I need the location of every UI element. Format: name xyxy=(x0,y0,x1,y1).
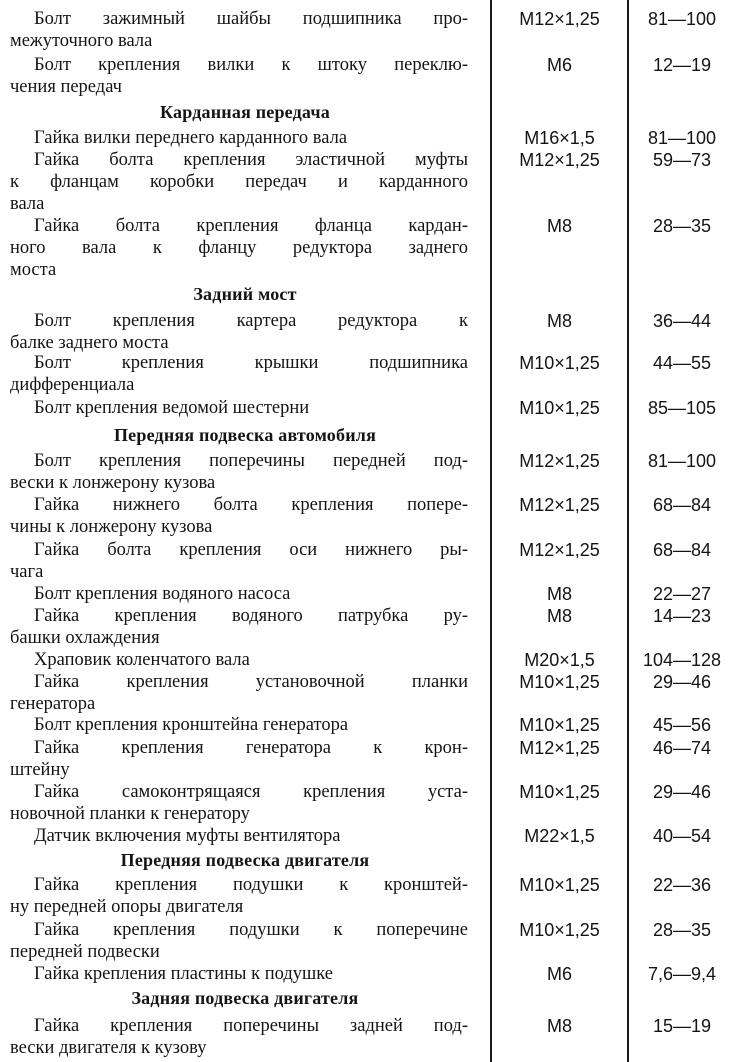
torque-range: 15—19 xyxy=(652,1016,712,1036)
fastener-name-line: Гайка болта крепления фланца кардан- xyxy=(34,216,468,236)
thread-size: M10×1,25 xyxy=(519,672,600,692)
thread-size: M6 xyxy=(546,55,572,75)
fastener-name-line: Гайка нижнего болта крепления попере- xyxy=(34,495,468,515)
torque-range: 81—100 xyxy=(647,9,717,29)
fastener-name xyxy=(10,352,468,396)
thread-size: M12×1,25 xyxy=(519,495,600,515)
fastener-name-line: чага xyxy=(10,562,44,582)
thread-size: M8 xyxy=(546,606,572,626)
fastener-name-line: межуточного вала xyxy=(10,31,153,51)
fastener-name-line: вески двигателя к кузову xyxy=(10,1038,207,1058)
fastener-name-line: моста xyxy=(10,260,57,280)
torque-range: 81—100 xyxy=(647,128,717,148)
section-heading: Передняя подвеска двигателя xyxy=(120,850,370,870)
fastener-name xyxy=(10,494,468,538)
section-heading: Передняя подвеска автомобиля xyxy=(113,425,377,445)
section-heading: Карданная передача xyxy=(160,102,330,122)
section-heading: Задняя подвеска двигателя xyxy=(131,988,359,1008)
fastener-name-line: Болт крепления вилки к штоку переклю- xyxy=(34,55,468,75)
fastener-name-line: Гайка крепления установочной планки xyxy=(34,672,468,692)
fastener-name xyxy=(10,714,468,736)
fastener-name-line: Болт крепления поперечины передней под- xyxy=(34,451,468,471)
thread-size: M8 xyxy=(546,311,572,331)
fastener-name xyxy=(10,215,468,281)
fastener-name xyxy=(10,671,468,715)
fastener-name-line: Гайка болта крепления эластичной муфты xyxy=(34,150,468,170)
fastener-name-line: Гайка вилки переднего карданного вала xyxy=(34,128,348,148)
torque-range: 45—56 xyxy=(652,715,712,735)
fastener-name xyxy=(10,583,468,605)
torque-range: 104—128 xyxy=(642,650,722,670)
fastener-name-line: Гайка крепления водяного патрубка ру- xyxy=(34,606,468,626)
torque-range: 29—46 xyxy=(652,782,712,802)
fastener-name xyxy=(10,781,468,825)
fastener-name-line: Гайка крепления подушки к поперечине xyxy=(34,920,468,940)
fastener-name-line: передней подвески xyxy=(10,942,160,962)
fastener-name xyxy=(10,649,468,671)
fastener-name xyxy=(10,825,468,847)
thread-size: M6 xyxy=(546,964,572,984)
fastener-name-line: к фланцам коробки передач и карданного xyxy=(10,172,468,192)
fastener-name-line: Гайка крепления пластины к подушке xyxy=(34,964,333,984)
fastener-name xyxy=(10,539,468,583)
torque-range: 28—35 xyxy=(652,216,712,236)
section-heading: Задний мост xyxy=(193,284,297,304)
fastener-name-line: Болт крепления водяного насоса xyxy=(34,584,291,604)
thread-size: M12×1,25 xyxy=(519,150,600,170)
thread-size: M8 xyxy=(546,584,572,604)
fastener-name-line: ного вала к фланцу редуктора заднего xyxy=(10,238,468,258)
fastener-name-line: вала xyxy=(10,194,45,214)
fastener-name-line: Болт крепления картера редуктора к xyxy=(34,311,468,331)
fastener-name xyxy=(10,919,468,963)
thread-size: M8 xyxy=(546,216,572,236)
torque-range: 29—46 xyxy=(652,672,712,692)
fastener-name-line: Болт зажимный шайбы подшипника про- xyxy=(34,9,468,29)
thread-size: M12×1,25 xyxy=(519,738,600,758)
torque-range: 28—35 xyxy=(652,920,712,940)
torque-range: 22—27 xyxy=(652,584,712,604)
fastener-name-line: ну передней опоры двигателя xyxy=(10,897,244,917)
fastener-name xyxy=(10,963,468,985)
thread-size: M12×1,25 xyxy=(519,540,600,560)
torque-range: 12—19 xyxy=(652,55,712,75)
thread-size: M16×1,5 xyxy=(524,128,595,148)
torque-range: 68—84 xyxy=(652,540,712,560)
fastener-name xyxy=(10,1015,468,1059)
fastener-name-line: Гайка крепления генератора к крон- xyxy=(34,738,468,758)
fastener-name-line: Гайка крепления поперечины задней под- xyxy=(34,1016,468,1036)
torque-range: 7,6—9,4 xyxy=(647,964,717,984)
fastener-name-line: башки охлаждения xyxy=(10,628,160,648)
torque-range: 68—84 xyxy=(652,495,712,515)
fastener-name xyxy=(10,8,468,52)
fastener-name xyxy=(10,874,468,918)
fastener-name xyxy=(10,310,468,354)
thread-size: M10×1,25 xyxy=(519,353,600,373)
fastener-name-line: дифференциала xyxy=(10,375,135,395)
torque-range: 44—55 xyxy=(652,353,712,373)
fastener-name xyxy=(10,450,468,494)
thread-size: M10×1,25 xyxy=(519,782,600,802)
fastener-name-line: Гайка болта крепления оси нижнего ры- xyxy=(34,540,468,560)
fastener-name-line: штейну xyxy=(10,760,70,780)
fastener-name xyxy=(10,605,468,649)
fastener-name xyxy=(10,737,468,781)
thread-size: M22×1,5 xyxy=(524,826,595,846)
torque-range: 36—44 xyxy=(652,311,712,331)
thread-size: M10×1,25 xyxy=(519,920,600,940)
fastener-name xyxy=(10,54,468,98)
fastener-name-line: балке заднего моста xyxy=(10,333,169,353)
fastener-name-line: Болт крепления ведомой шестерни xyxy=(34,398,310,418)
fastener-name-line: новочной планки к генератору xyxy=(10,804,250,824)
torque-range: 14—23 xyxy=(652,606,712,626)
fastener-name xyxy=(10,149,468,215)
fastener-name-line: генератора xyxy=(10,694,96,714)
fastener-name xyxy=(10,397,468,419)
torque-range: 40—54 xyxy=(652,826,712,846)
thread-size: M20×1,5 xyxy=(524,650,595,670)
torque-range: 22—36 xyxy=(652,875,712,895)
torque-range: 85—105 xyxy=(647,398,717,418)
thread-size: M8 xyxy=(546,1016,572,1036)
thread-size: M10×1,25 xyxy=(519,398,600,418)
fastener-name xyxy=(10,127,468,149)
fastener-name-line: вески к лонжерону кузова xyxy=(10,473,216,493)
fastener-name-line: Гайка крепления подушки к кронштей- xyxy=(34,875,468,895)
fastener-name-line: Болт крепления кронштейна генератора xyxy=(34,715,349,735)
fastener-name-line: Гайка самоконтрящаяся крепления уста- xyxy=(34,782,468,802)
torque-range: 46—74 xyxy=(652,738,712,758)
thread-size: M12×1,25 xyxy=(519,9,600,29)
fastener-name-line: Храповик коленчатого вала xyxy=(34,650,250,670)
fastener-name-line: Датчик включения муфты вентилятора xyxy=(34,826,341,846)
fastener-name-line: Болт крепления крышки подшипника xyxy=(34,353,468,373)
fastener-name-line: чины к лонжерону кузова xyxy=(10,517,213,537)
torque-range: 59—73 xyxy=(652,150,712,170)
thread-size: M10×1,25 xyxy=(519,875,600,895)
thread-size: M12×1,25 xyxy=(519,451,600,471)
torque-range: 81—100 xyxy=(647,451,717,471)
fastener-name-line: чения передач xyxy=(10,77,122,97)
thread-size: M10×1,25 xyxy=(519,715,600,735)
